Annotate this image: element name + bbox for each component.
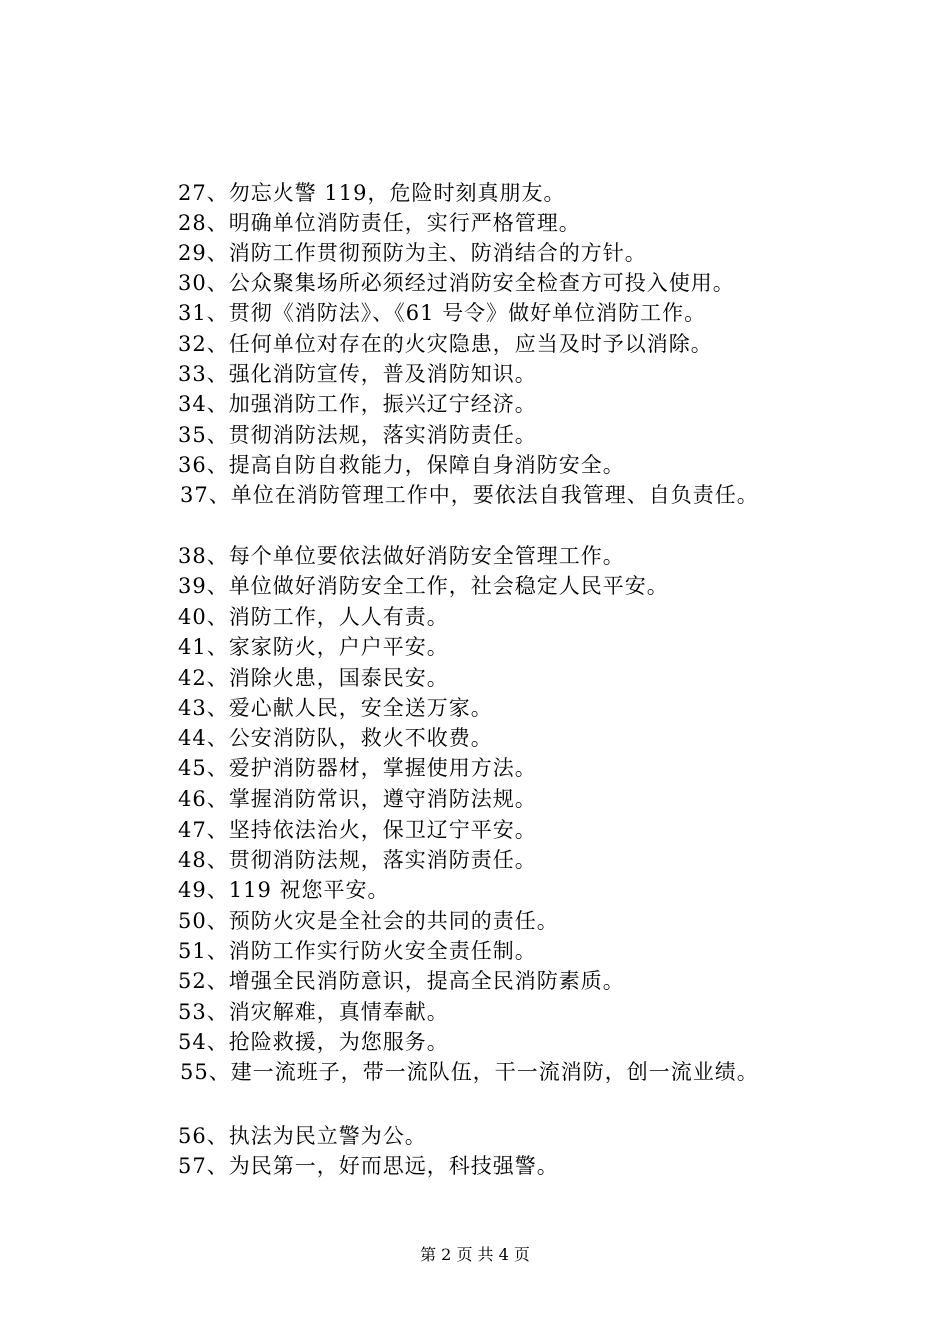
slogan-line: 34、加强消防工作，振兴辽宁经济。 bbox=[178, 392, 537, 416]
slogan-line: 31、贯彻《消防法》、《61 号令》做好单位消防工作。 bbox=[178, 301, 707, 325]
slogan-line: 36、提高自防自救能力，保障自身消防安全。 bbox=[178, 453, 625, 477]
slogan-line: 55、建一流班子，带一流队伍，干一流消防，创一流业绩。 bbox=[180, 1060, 759, 1084]
slogan-line: 47、坚持依法治火，保卫辽宁平安。 bbox=[178, 818, 537, 842]
slogan-line: 51、消防工作实行防火安全责任制。 bbox=[178, 939, 537, 963]
slogan-line: 57、为民第一，好而思远，科技强警。 bbox=[178, 1154, 559, 1178]
slogan-line: 50、预防火灾是全社会的共同的责任。 bbox=[178, 909, 559, 933]
slogan-line: 32、任何单位对存在的火灾隐患，应当及时予以消除。 bbox=[178, 332, 713, 356]
slogan-line: 56、执法为民立警为公。 bbox=[178, 1124, 427, 1148]
slogan-line: 30、公众聚集场所必须经过消防安全检查方可投入使用。 bbox=[178, 271, 735, 295]
slogan-line: 27、勿忘火警 119，危险时刻真朋友。 bbox=[178, 181, 566, 205]
slogan-line: 43、爱心献人民，安全送万家。 bbox=[178, 696, 493, 720]
slogan-line: 33、强化消防宣传，普及消防知识。 bbox=[178, 362, 537, 386]
slogan-line: 42、消除火患，国泰民安。 bbox=[178, 666, 449, 690]
slogan-line: 35、贯彻消防法规，落实消防责任。 bbox=[178, 423, 537, 447]
slogan-line: 53、消灾解难，真情奉献。 bbox=[178, 1000, 449, 1024]
slogan-line: 48、贯彻消防法规，落实消防责任。 bbox=[178, 848, 537, 872]
slogan-line: 40、消防工作，人人有责。 bbox=[178, 605, 449, 629]
slogan-line: 46、掌握消防常识，遵守消防法规。 bbox=[178, 787, 537, 811]
page-footer: 第 2 页 共 4 页 bbox=[420, 1245, 530, 1264]
slogan-line: 45、爱护消防器材，掌握使用方法。 bbox=[178, 756, 537, 780]
slogan-line: 44、公安消防队，救火不收费。 bbox=[178, 726, 493, 750]
slogan-line: 49、119 祝您平安。 bbox=[178, 878, 390, 902]
slogan-line: 38、每个单位要依法做好消防安全管理工作。 bbox=[178, 544, 625, 568]
slogan-line: 52、增强全民消防意识，提高全民消防素质。 bbox=[178, 969, 625, 993]
slogan-line: 28、明确单位消防责任，实行严格管理。 bbox=[178, 211, 581, 235]
slogan-line: 29、消防工作贯彻预防为主、防消结合的方针。 bbox=[178, 241, 647, 265]
slogan-line: 37、单位在消防管理工作中，要依法自我管理、自负责任。 bbox=[180, 483, 759, 507]
slogan-line: 39、单位做好消防安全工作，社会稳定人民平安。 bbox=[178, 574, 669, 598]
slogan-line: 41、家家防火，户户平安。 bbox=[178, 635, 449, 659]
slogan-line: 54、抢险救援，为您服务。 bbox=[178, 1030, 449, 1054]
